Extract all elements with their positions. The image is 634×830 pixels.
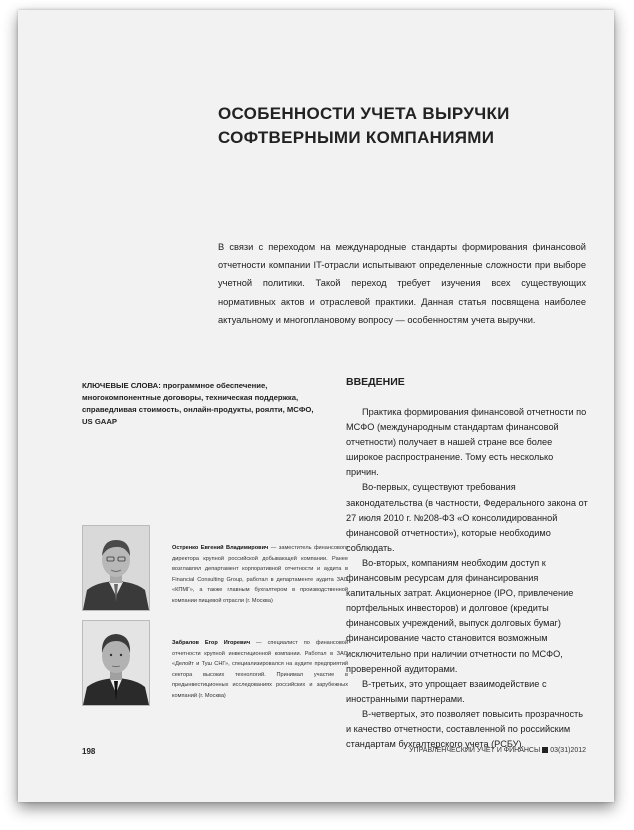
body-paragraph-2: Во-первых, существуют требования законодательства (в частности, Федерального закона от 27 июля 2010 г. №208-ФЗ «О консолидированной финансовой отчетности»), которые необходимо соблюдать. — [346, 482, 588, 553]
author-bio-1 — [172, 543, 348, 607]
issue-number: 03(31)2012 — [550, 747, 586, 754]
journal-name: УПРАВЛЕНЧЕСКИЙ УЧЕТ И ФИНАНСЫ — [409, 747, 541, 754]
body-paragraph-4: В-третьих, это упрощает взаимодействие с иностранными партнерами. — [346, 678, 547, 704]
square-bullet-icon — [542, 747, 548, 753]
article-title — [218, 102, 578, 150]
article-body — [346, 405, 588, 752]
article-lead: В связи с переходом на международные стандарты формирования финансовой отчетности компании IT-отрасли испытывают определенные сложности при выборе учетной политики. Такой переход требует изучения всех существующих нормативных актов и отраслевой практики. Данная статья посвящена наиболее актуальному и многоплановому вопросу — особенностям учета выручки. — [218, 242, 586, 325]
body-paragraph-3: Во-вторых, компаниям необходим доступ к финансовым ресурсам для финансирования капитальных затрат. Акционерное (IPO, привлечение портфельных инвесторов) и долговое (кредиты финансовых учреждений, выпуск долговых бумаг) финансирование часто становится возможным исключительно при наличии отчетности по МСФО, проверенной аудиторами. — [346, 557, 574, 674]
page-number: 198 — [82, 747, 96, 756]
keywords: КЛЮЧЕВЫЕ СЛОВА: программное обеспечение, многокомпонентные договоры, техническая поддержка, справедливая стоимость, онлайн-продукты, роялти, МСФО, US GAAP — [82, 381, 314, 426]
article-title-line-1: ОСОБЕННОСТИ УЧЕТА ВЫРУЧКИ — [218, 104, 510, 123]
author-photo-1 — [82, 525, 150, 611]
author-name-1: Остренко Евгений Владимирович — [172, 545, 269, 551]
section-heading: ВВЕДЕНИЕ — [346, 376, 405, 388]
author-description-2: — специалист по финансовой отчетности крупной инвестиционной компании. Работал в ЗАО «Делойт и Туш СНГ», специализировался на аудите предприятий сектора высоких технологий. Принимал участие в предынвестиционных исследованиях российских и зарубежных компаний (г. Москва) — [172, 640, 348, 699]
author-description-1: — заместитель финансового директора крупной российской добывающей компании. Ранее возглавлял департамент корпоративной отчетности и аудита в Financial Consulting Group, работал в департаменте аудита ЗАО «КПМГ», а также главным бухгалтером в производственной компании пищевой отрасли (г. Москва) — [172, 545, 348, 604]
body-paragraph-1: Практика формирования финансовой отчетности по МСФО (международным стандартам финансовой отчетности) получает в нашей стране все более широкое распространение. Тому есть несколько причин. — [346, 407, 587, 478]
article-title-line-2: СОФТВЕРНЫМИ КОМПАНИЯМИ — [218, 128, 495, 147]
author-bio-2 — [172, 638, 348, 702]
author-photo-2 — [82, 620, 150, 706]
journal-footer — [409, 747, 586, 754]
body-paragraph-5: В-четвертых, это позволяет повысить прозрачность и качество отчетности, составленной по российским стандартам бухгалтерского учета (РСБУ). — [346, 708, 584, 750]
author-name-2: Забралов Егор Игоревич — [172, 640, 251, 646]
